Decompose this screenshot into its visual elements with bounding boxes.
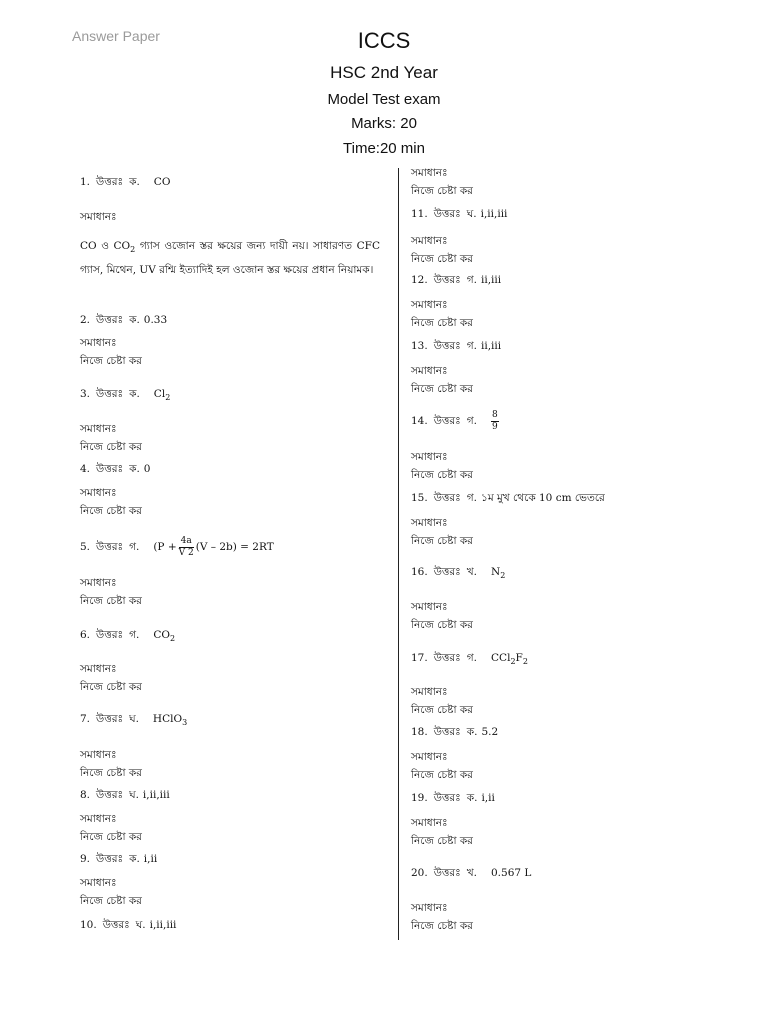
class-year: HSC 2nd Year: [330, 63, 438, 82]
solution-label: সমাধানঃ: [411, 451, 448, 463]
answer-label: উত্তরঃ: [433, 208, 461, 220]
solution-9: [80, 876, 385, 908]
solution-label: সমাধানঃ: [411, 601, 448, 613]
solution-text: নিজে চেষ্টা কর: [80, 895, 142, 907]
solution-text: নিজে চেষ্টা কর: [411, 835, 473, 847]
answer-value: ii,iii: [481, 340, 502, 352]
answer-value: i,ii,iii: [142, 789, 170, 801]
answer-number: 19.: [411, 792, 428, 804]
answer-label: উত্তরঃ: [433, 340, 461, 352]
answer-value: i,ii,iii: [480, 208, 508, 220]
answer-11: [411, 207, 711, 221]
answer-number: 15.: [411, 492, 428, 504]
answer-value: 0.567 L: [491, 867, 532, 879]
answer-value: CO: [153, 176, 171, 188]
answer-option: গ.: [466, 652, 477, 664]
column-divider: [398, 168, 399, 940]
solution-13: [411, 364, 711, 396]
answer-option: ক.: [129, 176, 140, 188]
answer-number: 10.: [80, 919, 97, 931]
answer-label: উত্তরঃ: [433, 867, 461, 879]
answer-6: [80, 628, 385, 646]
solution-text: নিজে চেষ্টা কর: [411, 185, 473, 197]
solution-15: [411, 516, 711, 548]
exam-time: Time:20 min: [343, 140, 425, 157]
formula-subscript: 2: [522, 657, 528, 666]
answer-number: 14.: [411, 415, 428, 427]
answer-option: ক.: [129, 463, 140, 475]
answer-value: [153, 713, 187, 725]
solution-18: [411, 750, 711, 782]
fraction-numerator: 4a: [179, 536, 194, 548]
solution-text: নিজে চেষ্টা কর: [411, 253, 473, 265]
answer-value: [153, 629, 175, 641]
answer-option: ক.: [466, 792, 478, 804]
solution-2: [80, 336, 385, 368]
solution-text: নিজে চেষ্টা কর: [411, 383, 473, 395]
answer-label: উত্তরঃ: [96, 853, 124, 865]
answer-number: 12.: [411, 274, 428, 286]
solution-16: [411, 600, 711, 632]
answer-20: [411, 866, 711, 880]
answer-option: গ.: [129, 541, 140, 553]
solution-14: [411, 450, 711, 482]
denominator-exponent: 2: [188, 547, 194, 558]
answer-number: 4.: [80, 463, 91, 475]
formula-base: Cl: [153, 388, 166, 400]
answer-value: [154, 388, 171, 400]
answer-value: 0.33: [143, 314, 168, 326]
answer-19: [411, 791, 711, 805]
solution-text: নিজে চেষ্টা কর: [80, 831, 142, 843]
solution-6: [80, 662, 385, 694]
answer-value: ১ম মুখ থেকে 10 cm ভেতরে: [481, 492, 605, 504]
solution-label: সমাধানঃ: [80, 337, 117, 349]
answer-option: গ.: [466, 340, 477, 352]
fraction-numerator: 8: [492, 409, 498, 420]
answer-option: ঘ.: [129, 713, 139, 725]
fraction-denominator: 9: [492, 421, 498, 432]
answer-number: 20.: [411, 867, 428, 879]
answer-value: i,ii: [143, 853, 158, 865]
solution-label: সমাধানঃ: [411, 235, 448, 247]
formula-base: CO: [153, 629, 170, 641]
answer-number: 13.: [411, 340, 428, 352]
answer-label: উত্তরঃ: [433, 492, 461, 504]
solution-label: সমাধানঃ: [411, 365, 448, 377]
answer-value: ii,iii: [481, 274, 502, 286]
answer-option: গ.: [466, 274, 477, 286]
solution-label: সমাধানঃ: [80, 663, 117, 675]
answer-13: [411, 339, 711, 353]
answer-option: খ.: [466, 566, 477, 578]
answer-18: [411, 725, 711, 739]
answer-16: [411, 565, 711, 583]
answer-7: [80, 712, 385, 730]
solution-text: নিজে চেষ্টা কর: [80, 595, 142, 607]
answer-label: উত্তরঃ: [96, 463, 124, 475]
solution-label: সমাধানঃ: [411, 167, 448, 179]
answer-option: গ.: [466, 415, 477, 427]
answer-label: উত্তরঃ: [433, 566, 461, 578]
answer-value: 5.2: [481, 726, 499, 738]
answer-12: [411, 273, 711, 287]
solution-text: নিজে চেষ্টা কর: [411, 469, 473, 481]
solution-3: [80, 422, 385, 454]
solution-text: নিজে চেষ্টা কর: [411, 920, 473, 932]
solution-text: নিজে চেষ্টা কর: [411, 317, 473, 329]
solution-label: সমাধানঃ: [80, 487, 117, 499]
answer-value: 0: [143, 463, 151, 475]
answer-option: ক.: [466, 726, 478, 738]
solution-text: নিজে চেষ্টা কর: [80, 355, 142, 367]
answer-fraction: [491, 410, 499, 433]
page-title: ICCS: [357, 28, 411, 53]
answer-9: [80, 852, 385, 866]
answer-label: উত্তরঃ: [96, 314, 124, 326]
answer-option: ঘ.: [129, 789, 139, 801]
solution-text: নিজে চেষ্টা কর: [80, 767, 142, 779]
solution-8: [80, 812, 385, 844]
answer-option: গ.: [466, 492, 477, 504]
solution-text: নিজে চেষ্টা কর: [411, 535, 473, 547]
fraction-denominator: [179, 548, 194, 559]
equation-part: (P +: [153, 541, 177, 553]
solution-label: সমাধানঃ: [411, 299, 448, 311]
solution-label: সমাধানঃ: [80, 211, 117, 223]
solution-12: [411, 298, 711, 330]
solution-20: [411, 901, 711, 933]
solution-text: নিজে চেষ্টা কর: [411, 769, 473, 781]
answer-label: উত্তরঃ: [433, 274, 461, 286]
solution-label: সমাধানঃ: [80, 423, 117, 435]
answer-label: উত্তরঃ: [102, 919, 130, 931]
solution-4: [80, 486, 385, 518]
answer-number: 8.: [80, 789, 91, 801]
solution-label: সমাধানঃ: [80, 577, 117, 589]
answer-number: 6.: [80, 629, 91, 641]
answer-15: [411, 491, 711, 505]
answer-4: [80, 462, 385, 476]
answer-option: ঘ.: [466, 208, 477, 220]
explanation-subscript: 2: [130, 245, 136, 254]
solution-text: নিজে চেষ্টা কর: [80, 681, 142, 693]
answer-5: [80, 532, 385, 562]
answer-label: উত্তরঃ: [433, 726, 461, 738]
answer-option: খ.: [466, 867, 477, 879]
explanation-text: গ্যাস ওজোন স্তর ক্ষয়ের জন্য দায়ী নয়। সাধারণত CFC গ্যাস, মিথেন, UV রশ্মি ইত্যাদিই হল ওজোন স্তর ক্ষয়ের প্রধান নিয়ামক।: [80, 240, 380, 276]
denominator-base: V: [178, 547, 186, 558]
answer-14: [411, 406, 711, 436]
answer-number: 18.: [411, 726, 428, 738]
formula-base: HClO: [152, 713, 183, 725]
solution-label: সমাধানঃ: [411, 817, 448, 829]
solution-text: নিজে চেষ্টা কর: [411, 704, 473, 716]
answer-number: 9.: [80, 853, 91, 865]
answer-value: i,ii: [481, 792, 495, 804]
exam-marks: Marks: 20: [351, 115, 417, 132]
answer-option: ক.: [129, 388, 140, 400]
answer-number: 3.: [80, 388, 91, 400]
solution-label: সমাধানঃ: [411, 902, 448, 914]
answer-option: ঘ.: [135, 919, 146, 931]
solution-label: সমাধানঃ: [411, 686, 448, 698]
formula-base: CCl: [491, 652, 511, 664]
answer-label: উত্তরঃ: [96, 629, 124, 641]
formula-subscript: 3: [182, 718, 188, 727]
solution-text: নিজে চেষ্টা কর: [80, 505, 142, 517]
solution-17: [411, 685, 711, 717]
equation-part: (V – 2b) = 2RT: [195, 541, 274, 553]
answer-label: উত্তরঃ: [96, 541, 124, 553]
answer-number: 7.: [80, 713, 91, 725]
answer-3: [80, 387, 385, 405]
solution-label: সমাধানঃ: [411, 517, 448, 529]
solution-1-explanation: [80, 236, 380, 281]
answer-8: [80, 788, 385, 802]
solution-label: সমাধানঃ: [411, 751, 448, 763]
answer-number: 5.: [80, 541, 91, 553]
answer-label: উত্তরঃ: [433, 792, 461, 804]
answer-number: 16.: [411, 566, 428, 578]
formula-subscript: 2: [165, 393, 171, 402]
answer-label: উত্তরঃ: [96, 388, 124, 400]
answer-label: উত্তরঃ: [96, 176, 124, 188]
answer-2: [80, 313, 385, 327]
answer-value: [491, 652, 528, 664]
solution-11: [411, 234, 711, 266]
formula-base: N: [491, 566, 501, 578]
formula-subscript: 2: [510, 657, 516, 666]
answer-number: 17.: [411, 652, 428, 664]
answer-label: উত্তরঃ: [433, 415, 461, 427]
answer-label: উত্তরঃ: [96, 713, 124, 725]
formula-subscript: 2: [169, 634, 176, 643]
solution-5: [80, 576, 385, 608]
solution-label: সমাধানঃ: [80, 877, 117, 889]
solution-10: [411, 166, 711, 198]
answer-10: [80, 918, 385, 932]
solution-19: [411, 816, 711, 848]
solution-text: নিজে চেষ্টা কর: [411, 619, 473, 631]
answer-value: i,ii,iii: [149, 919, 177, 931]
answer-number: 11.: [411, 208, 428, 220]
answer-paper-watermark: Answer Paper: [72, 28, 160, 44]
answer-label: উত্তরঃ: [96, 789, 124, 801]
answer-label: উত্তরঃ: [433, 652, 461, 664]
solution-label: সমাধানঃ: [80, 749, 117, 761]
formula-subscript: 2: [500, 571, 506, 580]
answer-number: 1.: [80, 176, 91, 188]
answer-number: 2.: [80, 314, 91, 326]
solution-1: [80, 210, 385, 224]
explanation-text: CO ও CO: [80, 240, 131, 252]
answer-option: ক.: [129, 314, 140, 326]
equation-fraction: [179, 536, 194, 559]
solution-label: সমাধানঃ: [80, 813, 117, 825]
answer-1: [80, 175, 385, 189]
solution-text: নিজে চেষ্টা কর: [80, 441, 142, 453]
exam-name: Model Test exam: [327, 91, 441, 108]
answer-value: [491, 566, 505, 578]
answer-option: ক.: [129, 853, 140, 865]
answer-option: গ.: [129, 629, 140, 641]
answer-17: [411, 651, 711, 669]
formula-base: F: [515, 652, 523, 664]
solution-7: [80, 748, 385, 780]
